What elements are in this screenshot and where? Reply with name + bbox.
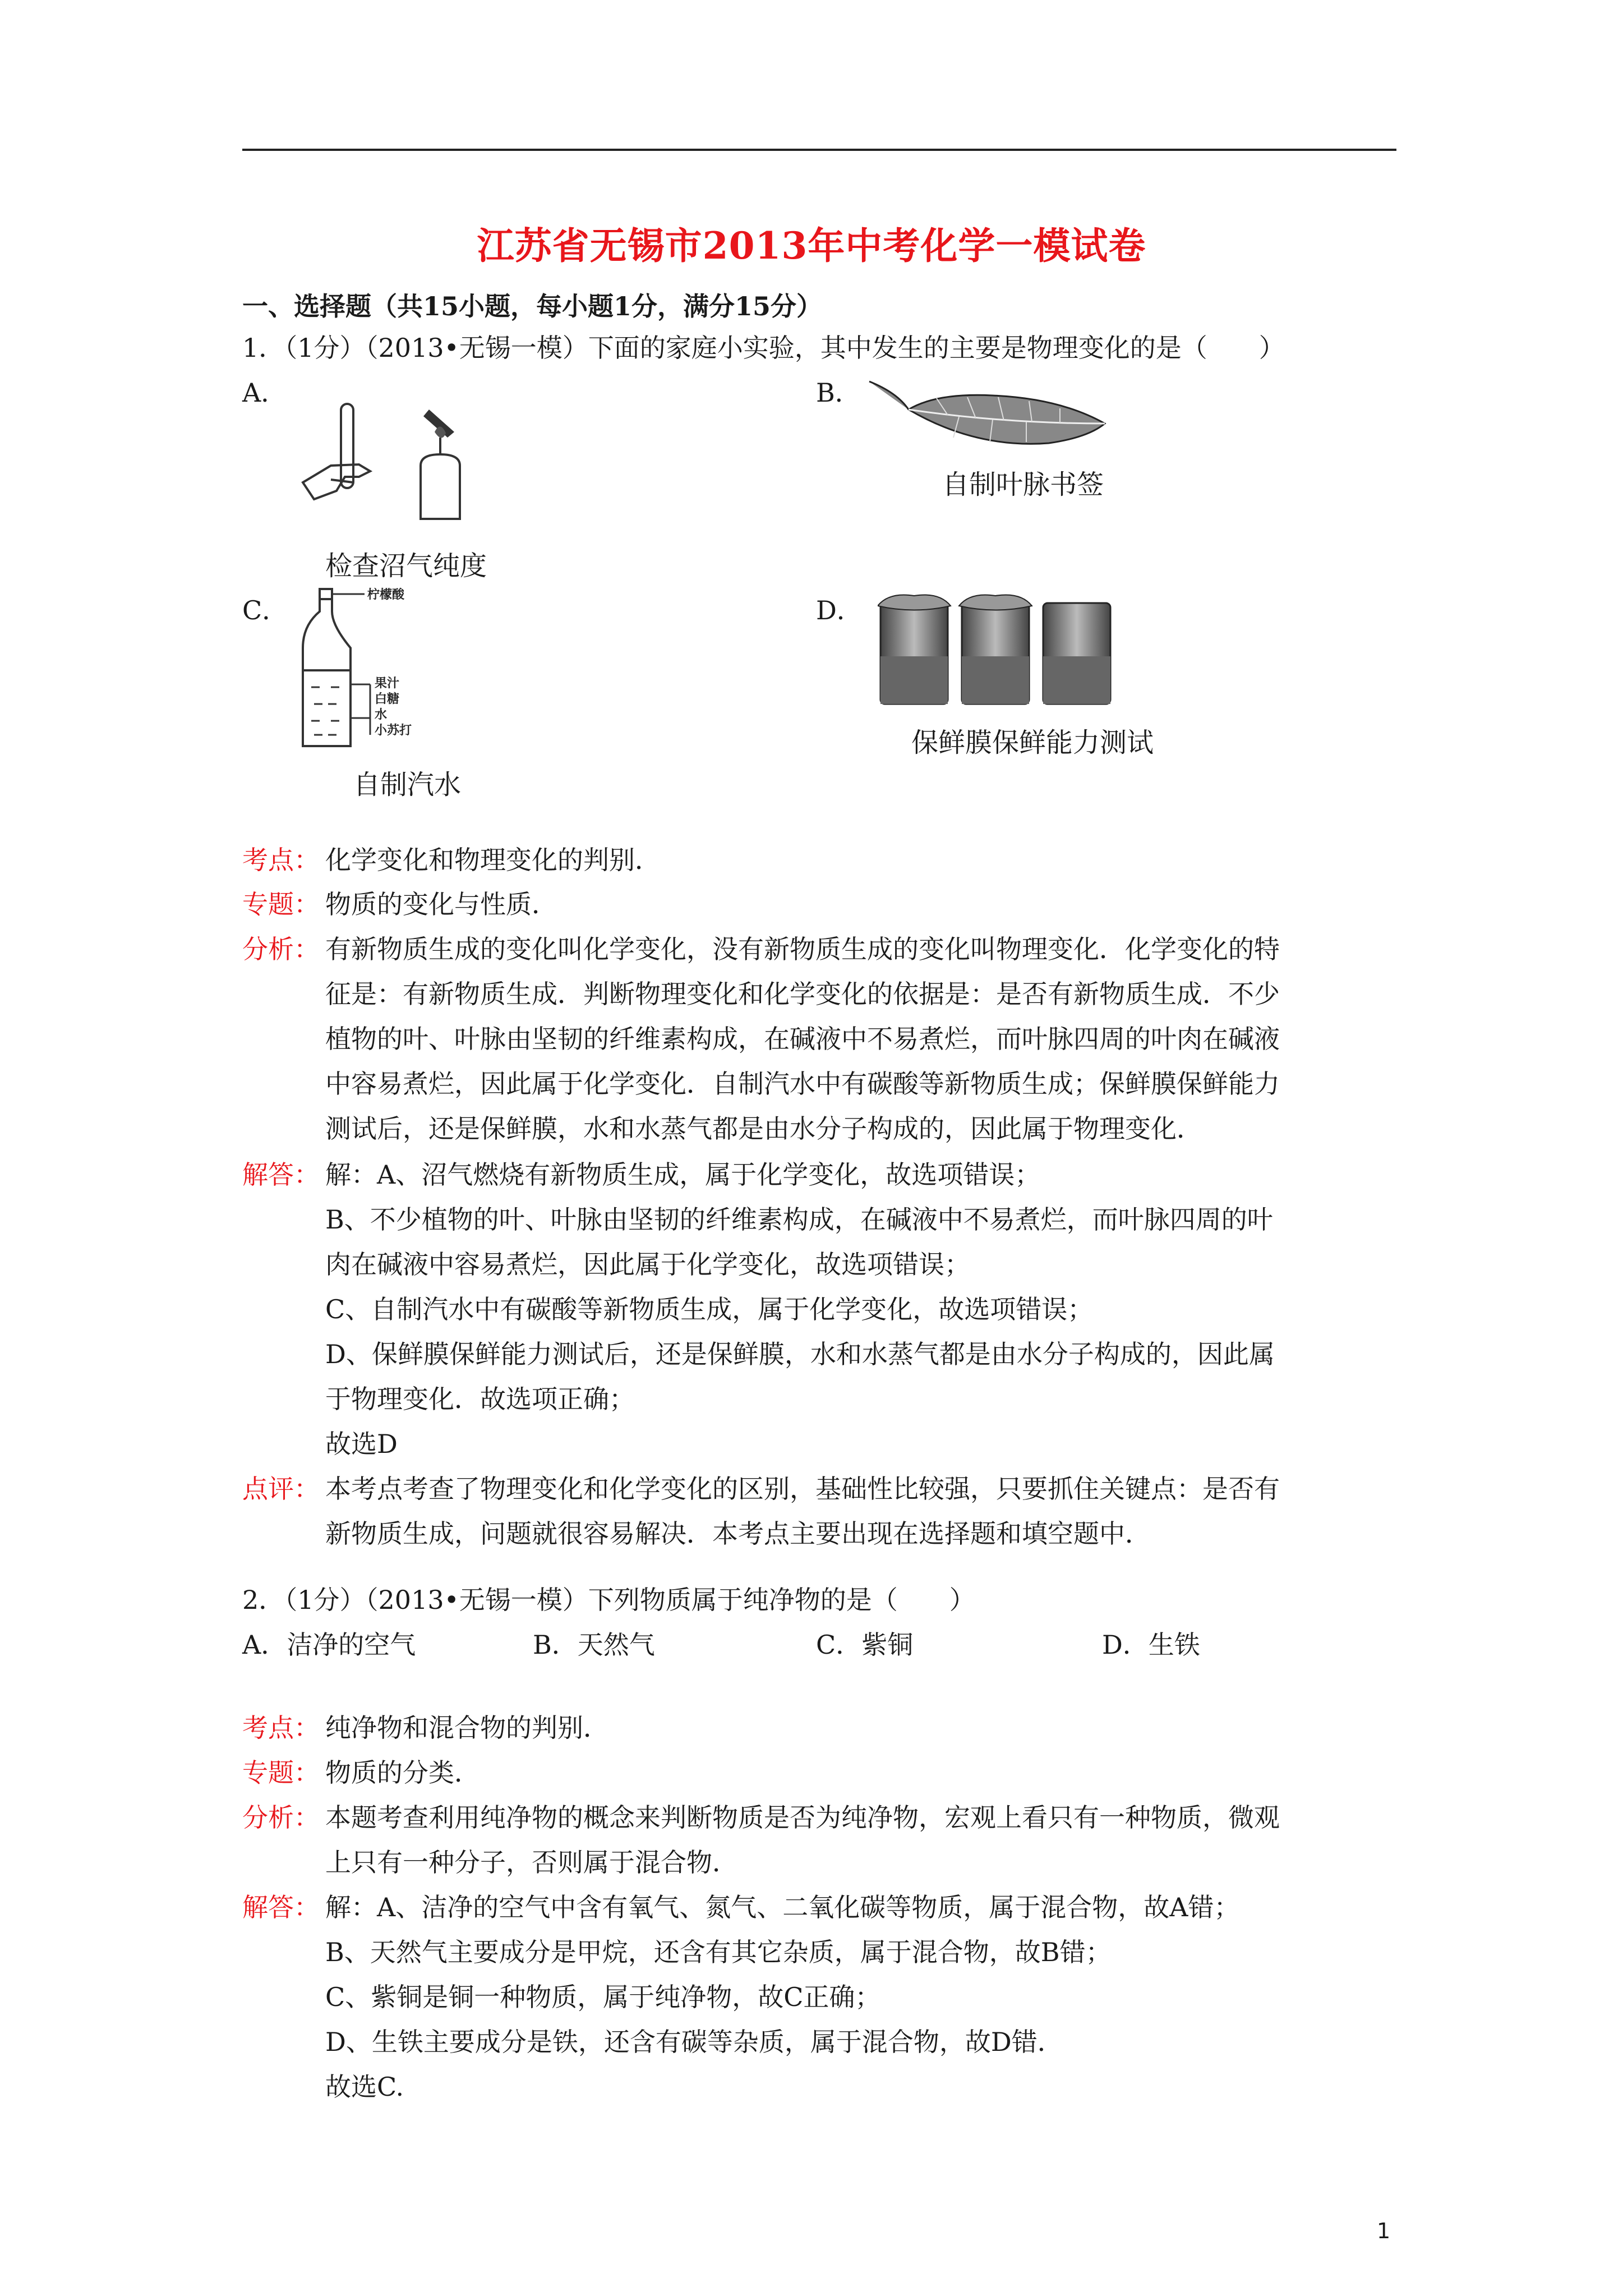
q1-jieda-line: 解：A、沼气燃烧有新物质生成，属于化学变化，故选项错误； [325, 1159, 1041, 1190]
q2-jieda-line: B、天然气主要成分是甲烷，还含有其它杂质，属于混合物，故B错； [325, 1937, 1112, 1967]
page-number: 1 [1377, 2219, 1391, 2243]
q1-kaodian-text: 化学变化和物理变化的判别． [325, 845, 661, 875]
q1-fenxi-line: 中容易煮烂，因此属于化学变化．自制汽水中有碳酸等新物质生成；保鲜膜保鲜能力 [325, 1069, 1280, 1099]
q1-jieda-line: 于物理变化．故选项正确； [325, 1384, 635, 1414]
q1-dianping-label: 点评： [242, 1474, 320, 1504]
q2-jieda-line: D、生铁主要成分是铁，还含有碳等杂质，属于混合物，故D错． [325, 2027, 1063, 2057]
q2-jieda-label: 解答： [242, 1892, 320, 1922]
q2-option-b: B．天然气 [533, 1630, 655, 1660]
q2-jieda-line: C、紫铜是铜一种物质，属于纯净物，故C正确； [325, 1982, 881, 2012]
q1-figure-b-leaf-illustration [864, 376, 1110, 460]
q2-stem: 2．（1分）（2013•无锡一模）下列物质属于纯净物的是（ ） [242, 1585, 975, 1615]
q1-dianping-line: 新物质生成，问题就很容易解决．本考点主要出现在选择题和填空题中． [325, 1519, 1151, 1549]
q1-jieda-label: 解答： [242, 1159, 320, 1190]
bottle-label-baking-soda: 小苏打 [375, 724, 412, 738]
page-title: 江苏省无锡市2013年中考化学一模试卷 [477, 224, 1146, 268]
bottle-label-citric-acid: 柠檬酸 [367, 588, 405, 602]
q1-option-c-caption: 自制汽水 [353, 769, 462, 800]
q2-option-c: C．紫铜 [816, 1630, 914, 1660]
q1-fenxi-line: 征是：有新物质生成．判断物理变化和化学变化的依据是：是否有新物质生成．不少 [325, 979, 1280, 1009]
q1-option-b-caption: 自制叶脉书签 [942, 469, 1104, 500]
q2-fenxi-label: 分析： [242, 1802, 320, 1833]
q1-jieda-line: 故选D [325, 1429, 398, 1459]
q2-jieda-line: 故选C. [325, 2072, 404, 2102]
q1-option-c-letter: C． [242, 595, 288, 625]
q1-stem: 1．（1分）（2013•无锡一模）下面的家庭小实验，其中发生的主要是物理变化的是（ ） [242, 333, 1285, 363]
q1-kaodian-label: 考点： [242, 845, 320, 875]
q1-figure-c-bottle-illustration [297, 586, 465, 754]
q1-option-a-caption: 检查沼气纯度 [325, 550, 487, 582]
q1-jieda-line: D、保鲜膜保鲜能力测试后，还是保鲜膜，水和水蒸气都是由水分子构成的，因此属 [325, 1339, 1275, 1369]
q1-fenxi-line: 有新物质生成的变化叫化学变化，没有新物质生成的变化叫物理变化．化学变化的特 [325, 934, 1280, 964]
q1-zhuanti-label: 专题： [242, 889, 320, 919]
q1-zhuanti-text: 物质的变化与性质． [325, 889, 557, 919]
bottle-label-water: 水 [375, 708, 388, 722]
q1-figure-a-test-tube-illustration [292, 398, 477, 527]
bottle-label-juice: 果汁 [375, 677, 400, 691]
q1-figure-d-beakers-illustration [878, 589, 1113, 710]
section-heading: 一、选择题（共15小题，每小题1分，满分15分） [242, 291, 823, 321]
q1-option-a-letter: A． [242, 378, 287, 408]
header-rule [242, 149, 1396, 151]
q2-zhuanti-text: 物质的分类． [325, 1757, 480, 1788]
q1-jieda-line: C、自制汽水中有碳酸等新物质生成，属于化学变化，故选项错误； [325, 1294, 1094, 1324]
q1-option-d-caption: 保鲜膜保鲜能力测试 [911, 727, 1154, 758]
bottle-label-sugar: 白糖 [375, 692, 400, 706]
q1-jieda-line: B、不少植物的叶、叶脉由坚韧的纤维素构成，在碱液中不易煮烂，而叶脉四周的叶 [325, 1204, 1273, 1235]
q2-option-a: A．洁净的空气 [242, 1630, 416, 1660]
q2-fenxi-line: 本题考查利用纯净物的概念来判断物质是否为纯净物，宏观上看只有一种物质，微观 [325, 1802, 1280, 1833]
q2-jieda-line: 解：A、洁净的空气中含有氧气、氮气、二氧化碳等物质，属于混合物，故A错； [325, 1892, 1240, 1922]
q1-dianping-line: 本考点考查了物理变化和化学变化的区别，基础性比较强，只要抓住关键点：是否有 [325, 1474, 1280, 1504]
q2-option-d: D．生铁 [1102, 1630, 1200, 1660]
q1-fenxi-line: 测试后，还是保鲜膜，水和水蒸气都是由水分子构成的，因此属于物理变化． [325, 1114, 1202, 1144]
q1-fenxi-line: 植物的叶、叶脉由坚韧的纤维素构成，在碱液中不易煮烂，而叶脉四周的叶肉在碱液 [325, 1024, 1280, 1054]
q1-fenxi-label: 分析： [242, 934, 320, 964]
q1-option-b-letter: B． [816, 378, 861, 408]
q2-fenxi-line: 上只有一种分子，否则属于混合物． [325, 1847, 738, 1878]
q2-kaodian-text: 纯净物和混合物的判别． [325, 1713, 609, 1743]
q2-kaodian-label: 考点： [242, 1713, 320, 1743]
q1-jieda-line: 肉在碱液中容易煮烂，因此属于化学变化，故选项错误； [325, 1249, 970, 1280]
q1-option-d-letter: D． [816, 595, 863, 625]
q2-zhuanti-label: 专题： [242, 1757, 320, 1788]
